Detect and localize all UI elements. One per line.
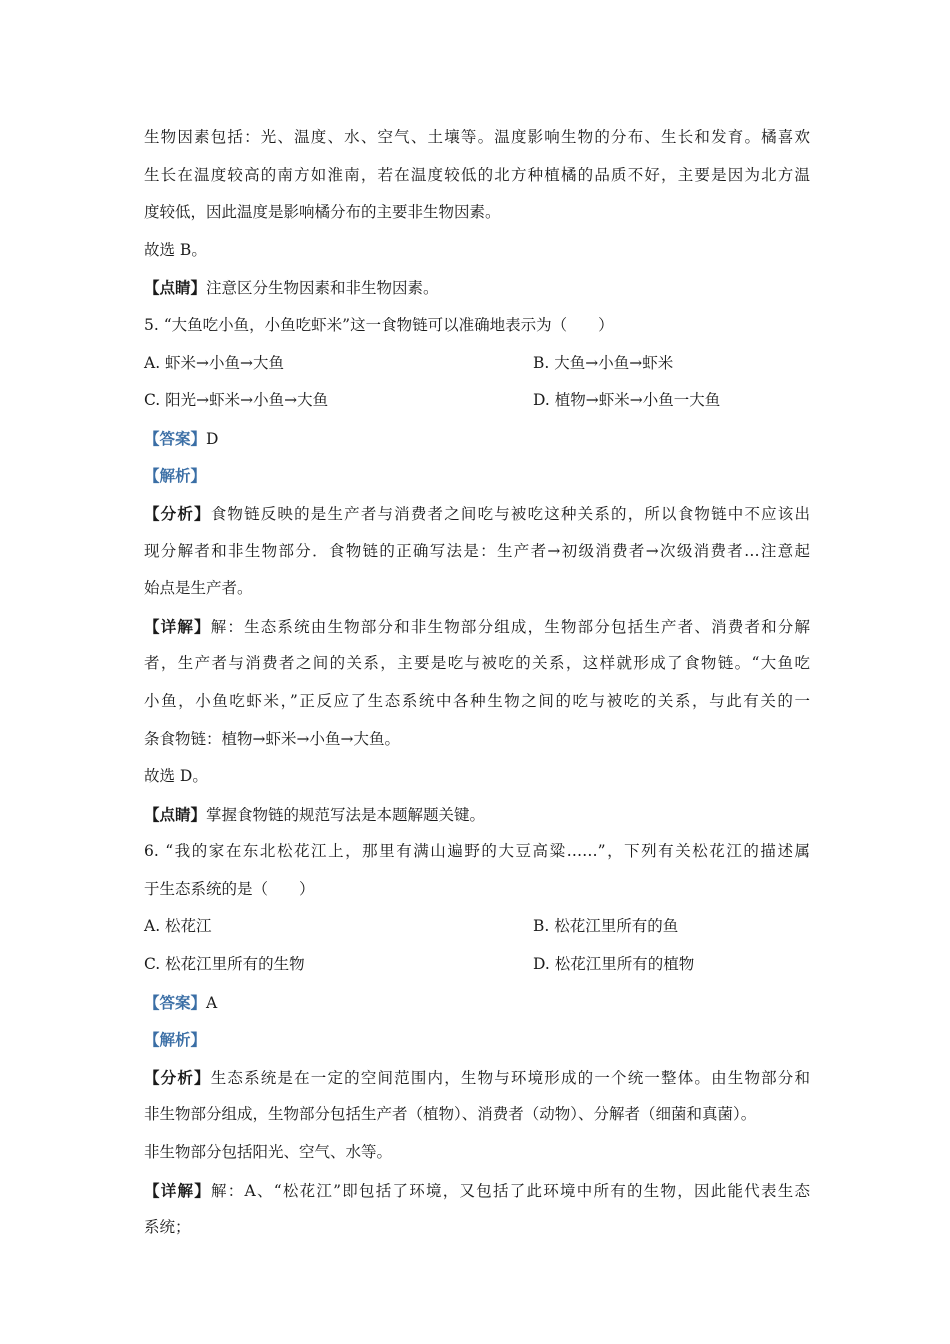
q5-xiangjie-line-3: 小鱼，小鱼吃虾米，”正反应了生态系统中各种生物之间的吃与被吃的关系，与此有关的一	[144, 691, 810, 710]
q6-fenxi-line-2: 非生物部分组成，生物部分包括生产者（植物）、消费者（动物）、分解者（细菌和真菌）。	[144, 1105, 757, 1124]
fenxi-tag: 【分析】	[144, 1067, 211, 1087]
q6-stem-line-2: 于生态系统的是（ ）	[144, 879, 315, 898]
q6-xiangjie-line-1	[144, 1172, 810, 1210]
q5-fenxi-line-2: 现分解者和非生物部分．食物链的正确写法是：生产者→初级消费者→次级消费者…注意起	[144, 541, 810, 560]
tip-text: 注意区分生物因素和非生物因素。	[206, 279, 439, 298]
q5-option-d: D. 植物→虾米→小鱼一大鱼	[533, 391, 721, 410]
intro-tip	[144, 269, 810, 307]
q5-options-row-1	[144, 345, 810, 383]
q6-options-row-1	[144, 908, 810, 946]
analysis-tag: 【解析】	[144, 1030, 207, 1050]
q6-answer	[144, 984, 810, 1022]
intro-line-2: 生长在温度较高的南方如淮南，若在温度较低的北方种植橘的品质不好，主要是因为北方温	[144, 165, 810, 184]
fenxi-tag: 【分析】	[144, 503, 211, 523]
intro-conclusion: 故选 B。	[144, 240, 207, 259]
answer-tag: 【答案】	[144, 992, 207, 1012]
q6-fenxi-line-1	[144, 1059, 810, 1097]
q5-xiangjie-line-2: 者，生产者与消费者之间的关系，主要是吃与被吃的关系，这样就形成了食物链。“大鱼吃	[144, 654, 810, 673]
fenxi-text: 食物链反映的是生产者与消费者之间吃与被吃这种关系的，所以食物链中不应该出	[210, 504, 810, 523]
q5-option-c: C. 阳光→虾米→小鱼→大鱼	[144, 391, 329, 410]
fenxi-text: 生态系统是在一定的空间范围内，生物与环境形成的一个统一整体。由生物部分和	[210, 1068, 810, 1087]
q6-options-row-2	[144, 946, 810, 984]
q6-option-a: A. 松花江	[144, 917, 212, 936]
intro-line-3: 度较低，因此温度是影响橘分布的主要非生物因素。	[144, 203, 501, 222]
answer-tag: 【答案】	[144, 428, 207, 448]
tip-tag: 【点睛】	[144, 804, 207, 824]
q6-fenxi-line-3: 非生物部分包括阳光、空气、水等。	[144, 1143, 393, 1162]
tip-text: 掌握食物链的规范写法是本题解题关键。	[206, 805, 486, 824]
q5-xiangjie-line-4: 条食物链：植物→虾米→小鱼→大鱼。	[144, 729, 400, 748]
q5-fenxi-line-1	[144, 495, 810, 533]
q6-xiangjie-line-2: 系统；	[144, 1218, 191, 1237]
q5-stem: 5. “大鱼吃小鱼，小鱼吃虾米”这一食物链可以准确地表示为（ ）	[144, 315, 614, 334]
q6-option-c: C. 松花江里所有的生物	[144, 955, 305, 974]
xiangjie-tag: 【详解】	[144, 616, 211, 636]
analysis-tag: 【解析】	[144, 466, 207, 486]
q6-option-b: B. 松花江里所有的鱼	[533, 917, 679, 936]
q5-tip	[144, 796, 810, 834]
q6-analysis	[144, 1021, 810, 1059]
q6-option-d: D. 松花江里所有的植物	[533, 955, 695, 974]
q6-stem-line-1: 6. “我的家在东北松花江上，那里有满山遍野的大豆高粱……”，下列有关松花江的描述属	[144, 842, 810, 861]
document-page	[144, 119, 810, 1247]
q5-fenxi-line-3: 始点是生产者。	[144, 579, 253, 598]
q5-xiangjie-line-1	[144, 608, 810, 646]
answer-value: D	[206, 429, 219, 448]
answer-value: A	[206, 993, 218, 1012]
xiangjie-tag: 【详解】	[144, 1180, 211, 1200]
q5-conclusion: 故选 D。	[144, 767, 208, 786]
q5-option-b: B. 大鱼→小鱼→虾米	[533, 353, 674, 372]
tip-tag: 【点睛】	[144, 278, 207, 298]
q5-option-a: A. 虾米→小鱼→大鱼	[144, 353, 285, 372]
q5-analysis	[144, 457, 810, 495]
q5-answer	[144, 420, 810, 458]
intro-line-1: 生物因素包括：光、温度、水、空气、土壤等。温度影响生物的分布、生长和发育。橘喜欢	[144, 128, 810, 146]
xiangjie-text: 解：生态系统由生物部分和非生物部分组成，生物部分包括生产者、消费者和分解	[210, 617, 810, 636]
xiangjie-text: 解：A、“松花江”即包括了环境，又包括了此环境中所有的生物，因此能代表生态	[211, 1181, 810, 1200]
q5-options-row-2	[144, 382, 810, 420]
